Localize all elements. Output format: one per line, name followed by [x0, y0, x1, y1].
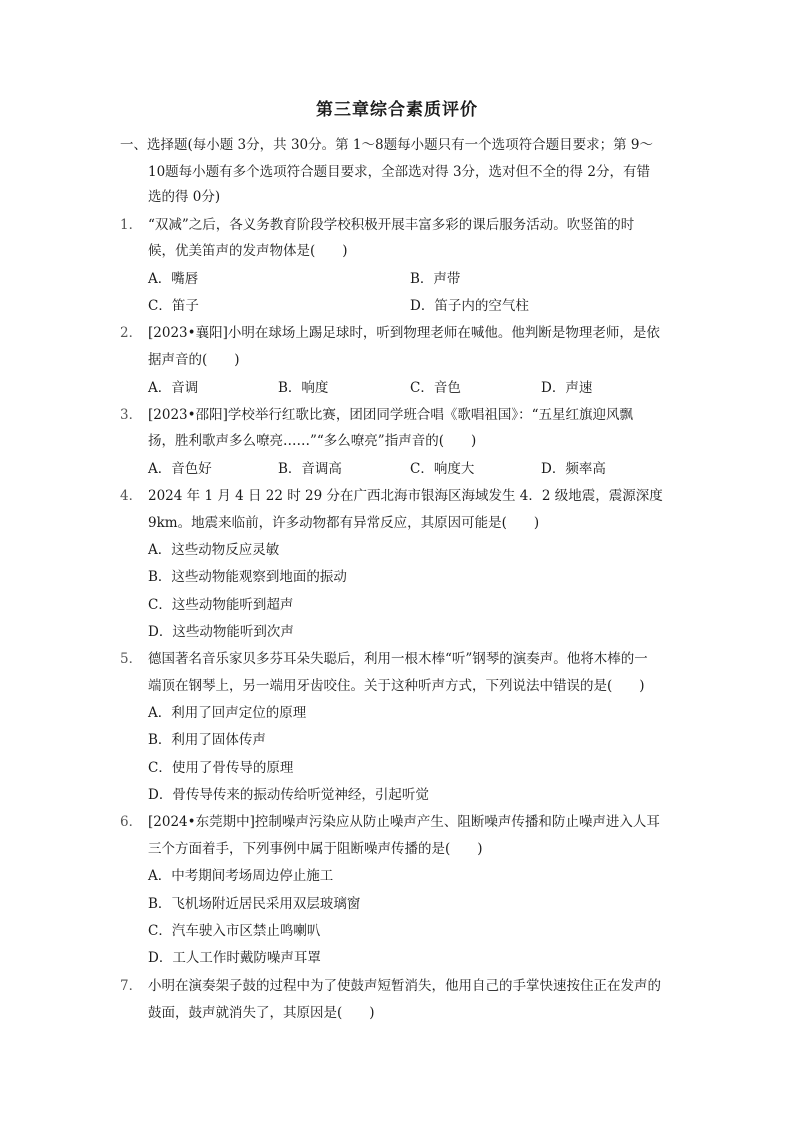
question-5-text-line-2: 端顶在钢琴上，另一端用牙齿咬住。关于这种听声方式，下列说法中错误的是( )	[148, 678, 645, 694]
question-2-text-line-2: 据声音的( )	[148, 352, 240, 368]
question-number: 1．	[120, 217, 143, 233]
question-number: 7．	[120, 978, 143, 994]
question-1-text-line-2: 候，优美笛声的发声物体是( )	[148, 243, 348, 259]
page-title: 第三章综合素质评价	[316, 100, 478, 120]
question-6-text-line-1: [2024•东莞期中]控制噪声污染应从防止噪声产生、阻断噪声传播和防止噪声进入人耳	[148, 814, 660, 830]
question-number: 3．	[120, 407, 143, 423]
question-4-text-line-2: 9km。地震来临前，许多动物都有异常反应，其原因可能是( )	[148, 515, 540, 531]
question-1-text-line-1: “双减”之后，各义务教育阶段学校积极开展丰富多彩的课后服务活动。吹竖笛的时	[148, 217, 635, 233]
question-5-option-a: A．利用了回声定位的原理	[148, 705, 307, 721]
question-4-option-b: B．这些动物能观察到地面的振动	[148, 569, 347, 585]
question-7-text-line-1: 小明在演奏架子鼓的过程中为了使鼓声短暂消失，他用自己的手掌快速按住正在发声的	[148, 978, 661, 994]
question-3-option-b: B．音调高	[278, 461, 342, 477]
question-1-option-c: C．笛子	[148, 298, 199, 314]
question-4-text-line-1: 2024 年 1 月 4 日 22 时 29 分在广西北海市银海区海域发生 4．2 级地震，震源深度	[148, 488, 663, 504]
question-number: 5．	[120, 651, 143, 667]
question-4-option-c: C．这些动物能听到超声	[148, 597, 294, 613]
question-2-option-b: B．响度	[278, 380, 329, 396]
question-5-option-b: B．利用了固体传声	[148, 732, 266, 748]
question-number: 4．	[120, 488, 143, 504]
question-3-text-line-1: [2023•邵阳]学校举行红歌比赛，团团同学班合唱《歌唱祖国》：“五星红旗迎风飘	[148, 407, 634, 423]
question-number: 2．	[120, 325, 143, 341]
question-1-option-b: B．声带	[410, 271, 461, 287]
question-2-option-d: D．声速	[541, 380, 593, 396]
question-2-option-a: A．音调	[148, 380, 199, 396]
question-6-option-d: D．工人工作时戴防噪声耳罩	[148, 950, 321, 966]
question-3-option-a: A．音色好	[148, 461, 212, 477]
question-3-text-line-2: 扬，胜利歌声多么嘹亮……”“多么嘹亮”指声音的( )	[148, 433, 477, 449]
question-number: 6．	[120, 814, 143, 830]
question-6-option-b: B．飞机场附近居民采用双层玻璃窗	[148, 896, 361, 912]
question-6-option-a: A．中考期间考场周边停止施工	[148, 868, 334, 884]
question-6-text-line-2: 三个方面着手，下列事例中属于阻断噪声传播的是( )	[148, 841, 483, 857]
question-4-option-d: D．这些动物能听到次声	[148, 624, 294, 640]
question-2-option-c: C．音色	[410, 380, 461, 396]
question-6-option-c: C．汽车驶入市区禁止鸣喇叭	[148, 923, 321, 939]
section-heading-line-1: 一、选择题(每小题 3分，共 30分。第 1～8题每小题只有一个选项符合题目要求；第 9～	[120, 137, 653, 153]
section-heading-line-3: 选的得 0分)	[148, 189, 221, 205]
question-5-option-c: C．使用了骨传导的原理	[148, 760, 294, 776]
question-3-option-d: D．频率高	[541, 461, 606, 477]
question-3-option-c: C．响度大	[410, 461, 475, 477]
question-1-option-a: A．嘴唇	[148, 271, 199, 287]
question-1-option-d: D．笛子内的空气柱	[410, 298, 529, 314]
question-4-option-a: A．这些动物反应灵敏	[148, 542, 280, 558]
section-heading-line-2: 10题每小题有多个选项符合题目要求，全部选对得 3分，选对但不全的得 2分，有错	[148, 164, 650, 180]
question-7-text-line-2: 鼓面，鼓声就消失了，其原因是( )	[148, 1005, 375, 1021]
question-2-text-line-1: [2023•襄阳]小明在球场上踢足球时，听到物理老师在喊他。他判断是物理老师，是依	[148, 325, 660, 341]
question-5-text-line-1: 德国著名音乐家贝多芬耳朵失聪后，利用一根木棒“听”钢琴的演奏声。他将木棒的一	[148, 651, 648, 667]
question-5-option-d: D．骨传导传来的振动传给听觉神经，引起听觉	[148, 787, 429, 803]
